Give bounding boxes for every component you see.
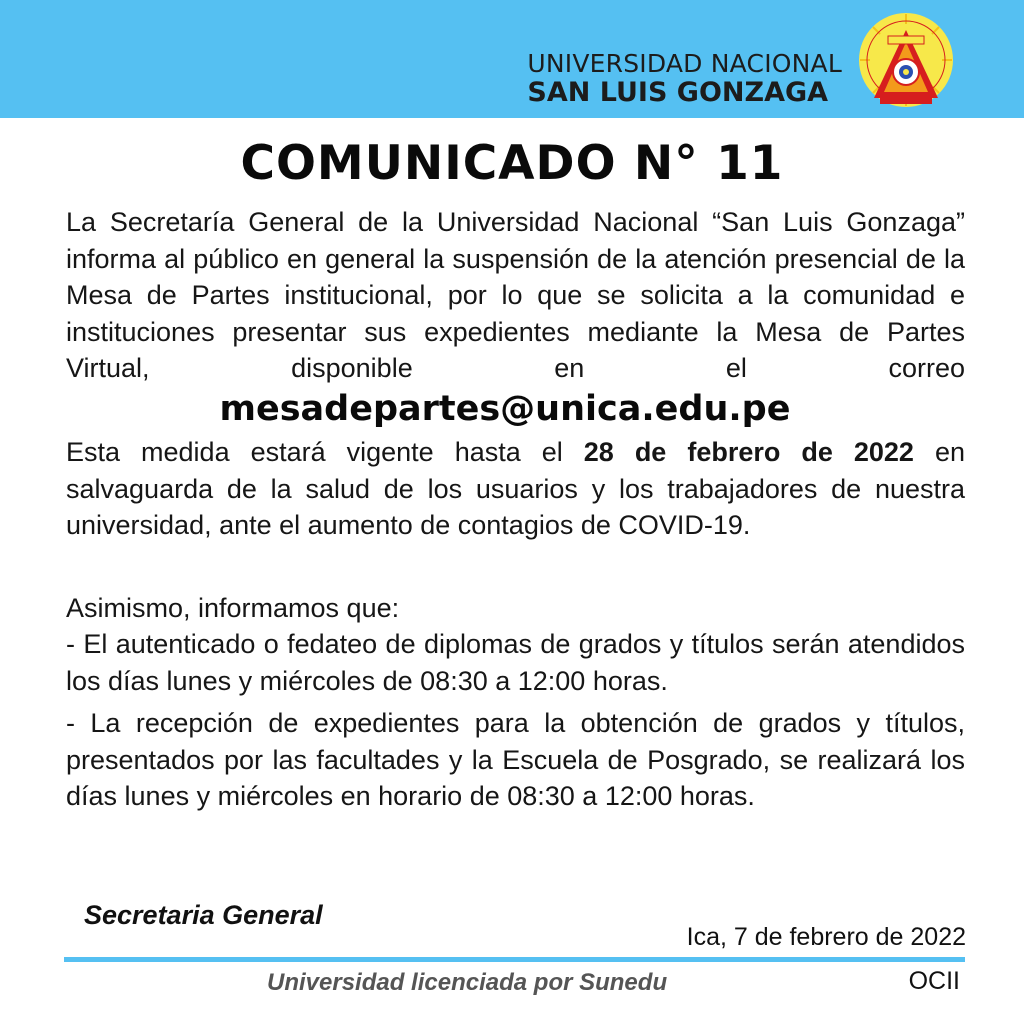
page-title: COMUNICADO N° 11: [240, 136, 784, 191]
validity-text-end: en salvaguarda de la salud de los usuarios y los trabajadores de nuestra universidad, ante el aumento de contagios de COVID-19.: [66, 437, 965, 540]
university-name: [527, 50, 842, 108]
list-item-recepcion: - La recepción de expedientes para la obtención de grados y títulos, presentados por las facultades y la Escuela de Posgrado, se realizará los días lunes y miércoles en horario de 08:30 a 12:00 horas.: [66, 708, 965, 811]
university-name-line2: SAN LUIS GONZAGA: [527, 77, 829, 108]
footer-office-code: OCII: [908, 967, 960, 995]
contact-email[interactable]: mesadepartes@unica.edu.pe: [219, 389, 791, 429]
footer-licensing-note: Universidad licenciada por Sunedu: [267, 969, 668, 996]
footer-divider: [64, 957, 965, 962]
issue-date: Ica, 7 de febrero de 2022: [686, 923, 966, 951]
signature: Secretaria General: [84, 900, 323, 930]
validity-deadline: 28 de febrero de 2022: [583, 437, 914, 467]
university-name-line1: UNIVERSIDAD NACIONAL: [527, 49, 842, 78]
paragraph-intro-list: Asimismo, informamos que:: [66, 593, 400, 623]
list-item-fedateo: - El autenticado o fedateo de diplomas de grados y títulos serán atendidos los días lunes y miércoles de 08:30 a 12:00 horas.: [66, 629, 965, 696]
validity-text-start: Esta medida estará vigente hasta el: [66, 437, 584, 467]
university-seal-logo: [858, 12, 954, 108]
paragraph-suspension-notice: La Secretaría General de la Universidad Nacional “San Luis Gonzaga” informa al público en general la suspensión de la atención presencial de la Mesa de Partes institucional, por lo que se solicita a la comunidad e instituciones presentar sus expedientes mediante la Mesa de Partes Virtual, disponible en el correo: [66, 207, 965, 383]
header-banner: [0, 0, 1024, 118]
paragraph-validity: [66, 434, 965, 544]
